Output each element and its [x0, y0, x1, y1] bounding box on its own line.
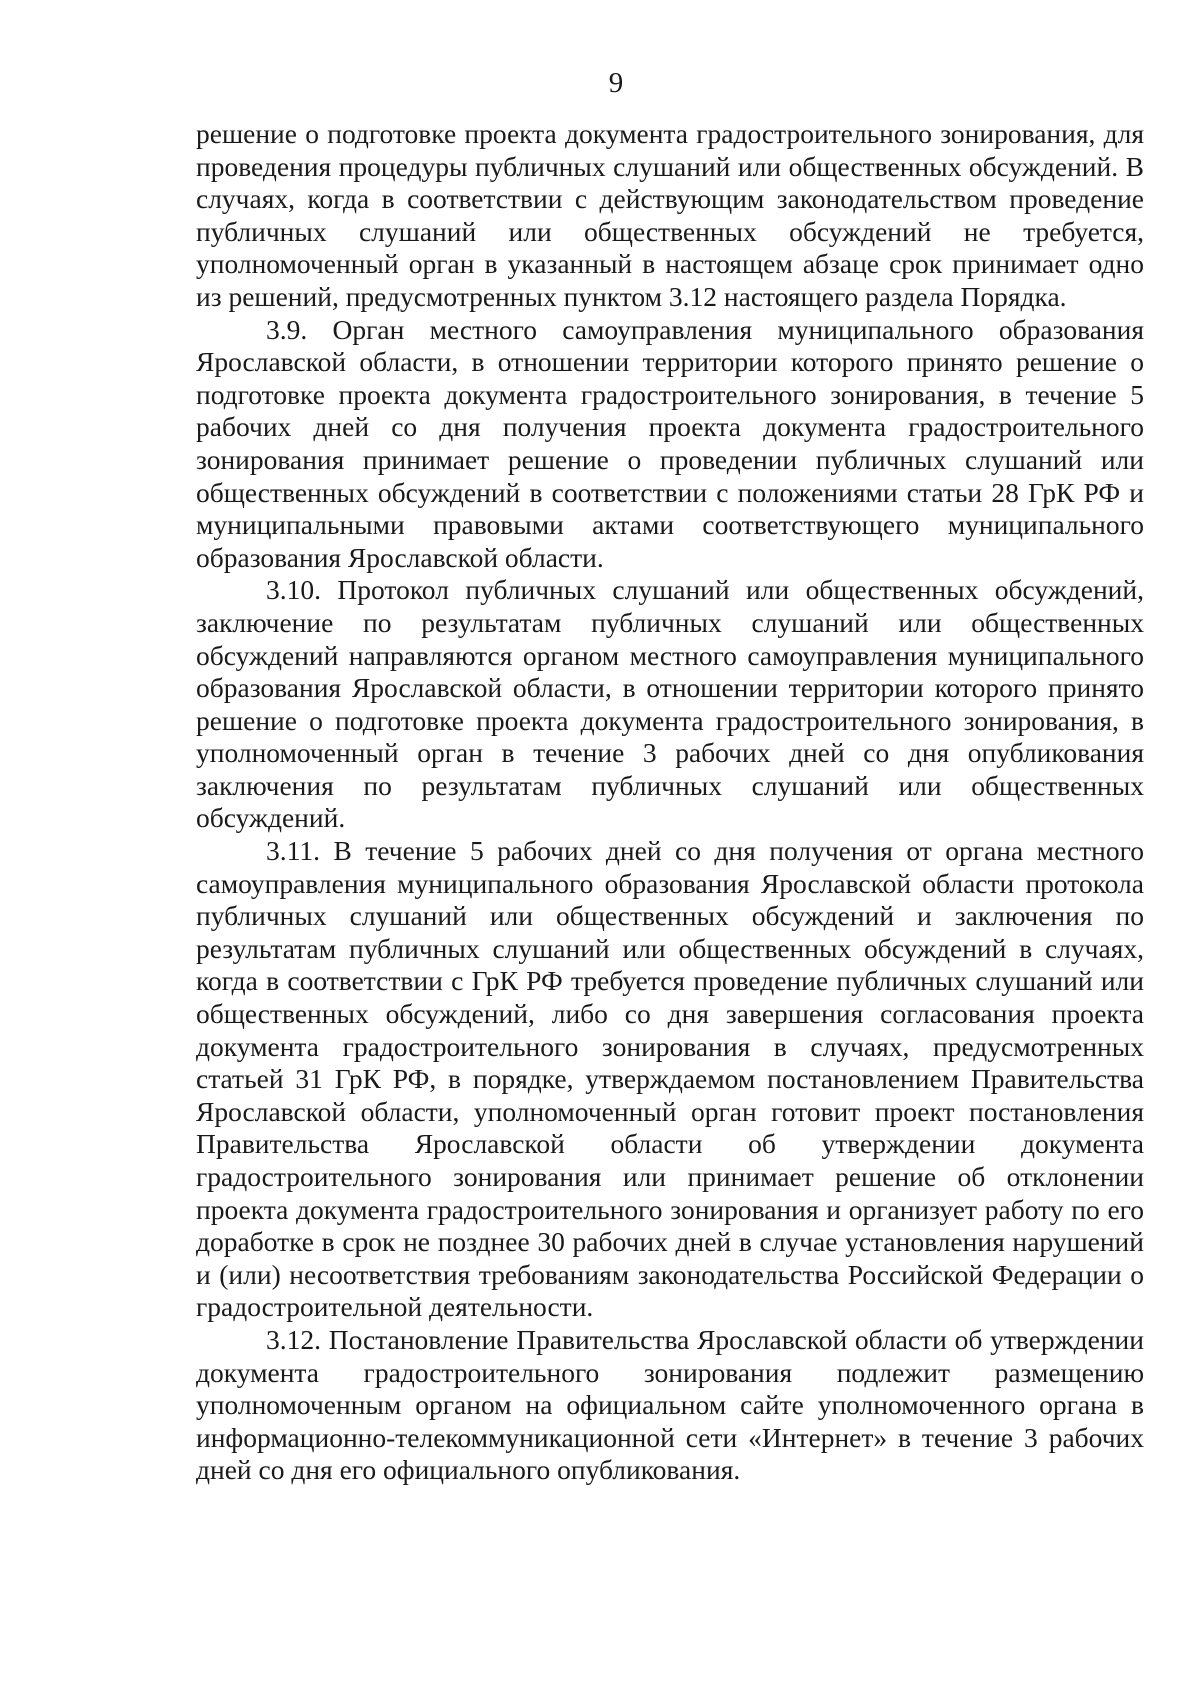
- document-body: [196, 118, 1144, 1487]
- paragraph-continuation: решение о подготовке проекта документа градостроительного зонирования, для проведения процедуры публичных слушаний или общественных обсуждений. В случаях, когда в соответствии с действующим законодательством проведение публичных слушаний или общественных обсуждений не требуется, уполномоченный орган в указанный в настоящем абзаце срок принимает одно из решений, предусмотренных пунктом 3.12 настоящего раздела Порядка.: [196, 118, 1144, 312]
- page-number: 9: [608, 67, 624, 99]
- paragraph-clause-3-12: 3.12. Постановление Правительства Ярославской области об утверждении документа градостроительного зонирования подлежит размещению уполномоченным органом на официальном сайте уполномоченного органа в информационно-телекоммуникационной сети «Интернет» в течение 3 рабочих дней со дня его официального опубликования.: [196, 1323, 1144, 1486]
- paragraph-clause-3-9: 3.9. Орган местного самоуправления муниципального образования Ярославской области, в отношении территории которого принято решение о подготовке проекта документа градостроительного зонирования, в течение 5 рабочих дней со дня получения проекта документа градостроительного зонирования принимает решение о проведении публичных слушаний или общественных обсуждений в соответствии с положениями статьи 28 ГрК РФ и муниципальными правовыми актами соответствующего муниципального образования Ярославской области.: [196, 313, 1144, 573]
- paragraph-clause-3-11: 3.11. В течение 5 рабочих дней со дня получения от органа местного самоуправления муниципального образования Ярославской области протокола публичных слушаний или общественных обсуждений и заключения по результатам публичных слушаний или общественных обсуждений в случаях, когда в соответствии с ГрК РФ требуется проведение публичных слушаний или общественных обсуждений, либо со дня завершения согласования проекта документа градостроительного зонирования в случаях, предусмотренных статьей 31 ГрК РФ, в порядке, утверждаемом постановлением Правительства Ярославской области, уполномоченный орган готовит проект постановления Правительства Ярославской области об утверждении документа градостроительного зонирования или принимает решение об отклонении проекта документа градостроительного зонирования и организует работу по его доработке в срок не позднее 30 рабочих дней в случае установления нарушений и (или) несоответствия требованиям законодательства Российской Федерации о градостроительной деятельности.: [196, 835, 1144, 1323]
- paragraph-clause-3-10: 3.10. Протокол публичных слушаний или общественных обсуждений, заключение по результатам публичных слушаний или общественных обсуждений направляются органом местного самоуправления муниципального образования Ярославской области, в отношении территории которого принято решение о подготовке проекта документа градостроительного зонирования, в уполномоченный орган в течение 3 рабочих дней со дня опубликования заключения по результатам публичных слушаний или общественных обсуждений.: [196, 574, 1144, 834]
